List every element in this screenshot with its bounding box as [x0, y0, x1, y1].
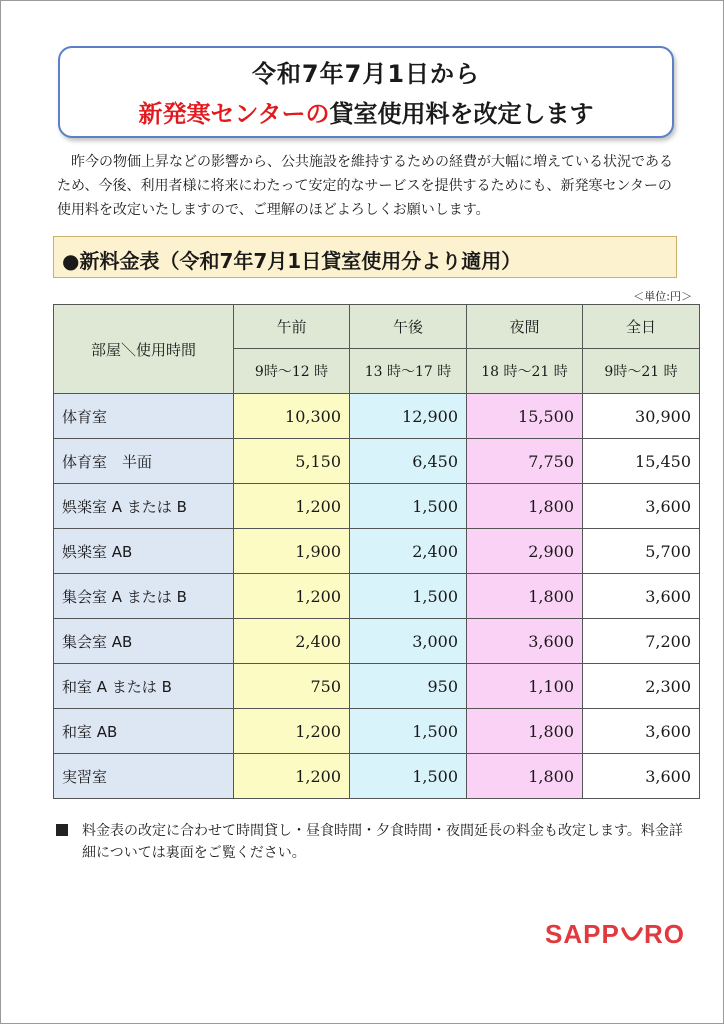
table-row	[54, 709, 700, 754]
section-heading: ●新料金表（令和7年7月1日貸室使用分より適用）	[62, 249, 522, 273]
title-main	[60, 94, 672, 129]
logo-text-left: SAPP	[545, 919, 620, 949]
table-row	[54, 394, 700, 439]
period-header-night: 夜間	[467, 305, 583, 349]
fee-night: 1,800	[467, 484, 583, 529]
time-header-pm: 13 時～17 時	[350, 349, 467, 394]
room-name: 実習室	[54, 754, 234, 799]
fee-night: 2,900	[467, 529, 583, 574]
logo-text-right: RO	[644, 919, 685, 949]
fee-pm: 2,400	[350, 529, 467, 574]
title-date: 令和7年7月1日から	[251, 60, 481, 88]
fee-pm: 3,000	[350, 619, 467, 664]
fee-pm: 1,500	[350, 484, 467, 529]
fee-day: 3,600	[583, 484, 700, 529]
fee-day: 5,700	[583, 529, 700, 574]
fee-am: 1,900	[234, 529, 350, 574]
logo-smile-icon	[623, 929, 641, 939]
fee-pm: 6,450	[350, 439, 467, 484]
fee-night: 7,750	[467, 439, 583, 484]
fee-day: 2,300	[583, 664, 700, 709]
fee-day: 15,450	[583, 439, 700, 484]
room-name: 和室 A または B	[54, 664, 234, 709]
fee-day: 3,600	[583, 754, 700, 799]
fee-night: 3,600	[467, 619, 583, 664]
table-row	[54, 619, 700, 664]
fee-pm: 1,500	[350, 709, 467, 754]
fee-night: 1,800	[467, 709, 583, 754]
fee-pm: 1,500	[350, 754, 467, 799]
fee-day: 7,200	[583, 619, 700, 664]
fee-am: 1,200	[234, 709, 350, 754]
section-heading-box	[53, 236, 677, 278]
room-name: 体育室	[54, 394, 234, 439]
fee-am: 1,200	[234, 754, 350, 799]
sapporo-logo	[545, 915, 685, 955]
room-name: 和室 AB	[54, 709, 234, 754]
table-row	[54, 484, 700, 529]
time-header-day: 9時～21 時	[583, 349, 700, 394]
time-header-night: 18 時～21 時	[467, 349, 583, 394]
intro-paragraph: 昨今の物価上昇などの影響から、公共施設を維持するための経費が大幅に増えている状況であるため、今後、利用者様に将来にわたって安定的なサービスを提供するためにも、新発寒センターの使用料を改定いたしますので、ご理解のほどよろしくお願いします。	[57, 154, 673, 218]
fee-night: 1,800	[467, 754, 583, 799]
title-box	[58, 46, 674, 138]
fee-day: 3,600	[583, 709, 700, 754]
period-header-pm: 午後	[350, 305, 467, 349]
fee-am: 1,200	[234, 484, 350, 529]
table-row	[54, 664, 700, 709]
period-header-day: 全日	[583, 305, 700, 349]
fee-am: 5,150	[234, 439, 350, 484]
room-name: 体育室 半面	[54, 439, 234, 484]
fee-am: 750	[234, 664, 350, 709]
room-name: 娯楽室 AB	[54, 529, 234, 574]
fee-am: 10,300	[234, 394, 350, 439]
room-name: 集会室 A または B	[54, 574, 234, 619]
room-name: 娯楽室 A または B	[54, 484, 234, 529]
period-header-am: 午前	[234, 305, 350, 349]
table-row	[54, 754, 700, 799]
fee-night: 15,500	[467, 394, 583, 439]
fee-am: 1,200	[234, 574, 350, 619]
fee-table	[53, 304, 700, 799]
square-bullet-icon	[56, 824, 68, 836]
room-header: 部屋＼使用時間	[54, 305, 234, 394]
unit-label: ＜単位:円＞	[633, 290, 692, 303]
table-row	[54, 574, 700, 619]
table-row	[54, 439, 700, 484]
fee-pm: 950	[350, 664, 467, 709]
time-header-am: 9時～12 時	[234, 349, 350, 394]
fee-pm: 1,500	[350, 574, 467, 619]
fee-day: 3,600	[583, 574, 700, 619]
fee-pm: 12,900	[350, 394, 467, 439]
fee-day: 30,900	[583, 394, 700, 439]
title-center-name: 新発寒センターの	[138, 100, 330, 128]
title-announcement: 貸室使用料を改定します	[329, 100, 594, 128]
fee-night: 1,100	[467, 664, 583, 709]
fee-night: 1,800	[467, 574, 583, 619]
footnote-text: 料金表の改定に合わせて時間貸し・昼食時間・夕食時間・夜間延長の料金も改定します。料金詳細については裏面をご覧ください。	[82, 823, 683, 861]
table-row	[54, 529, 700, 574]
fee-am: 2,400	[234, 619, 350, 664]
room-name: 集会室 AB	[54, 619, 234, 664]
